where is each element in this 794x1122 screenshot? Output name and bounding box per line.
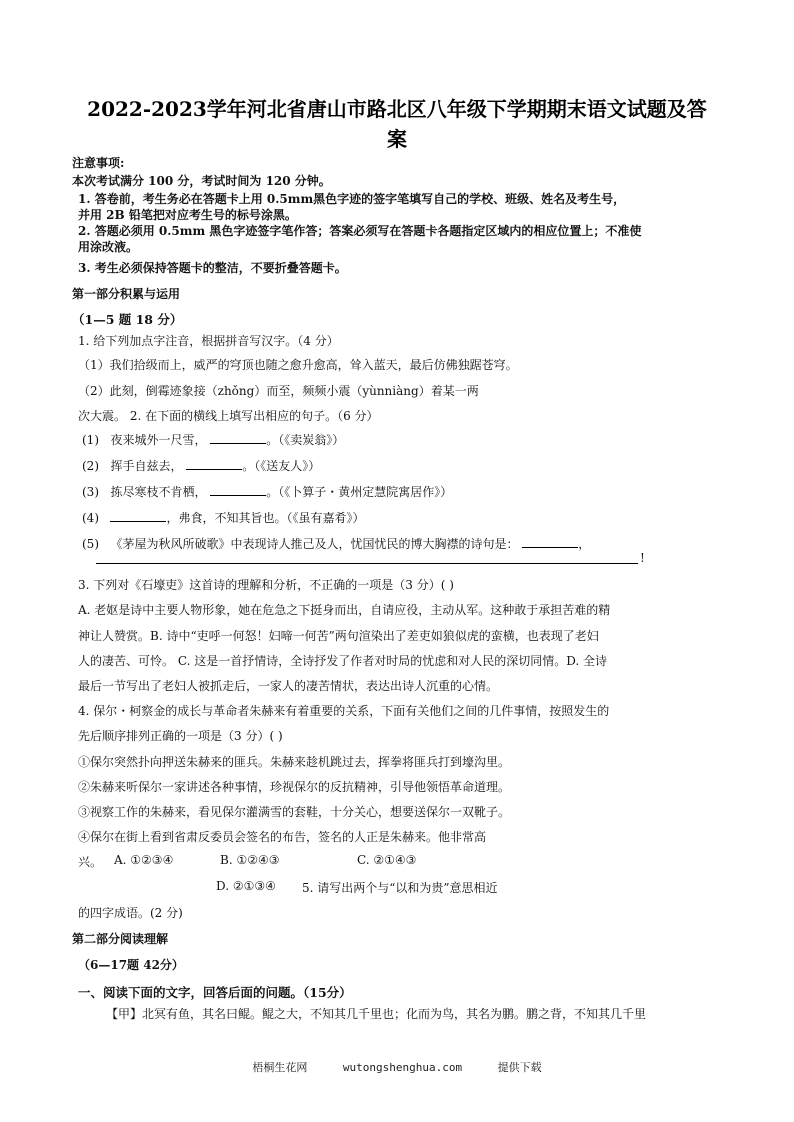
- q2-item-before: 《茅屋为秋风所破歌》中表现诗人推己及人，忧国忧民的博大胸襟的诗句是：: [110, 537, 519, 551]
- q1-sentence-1: （1）我们拾级而上，威严的穹顶也随之愈升愈高，耸入蓝天，最后仿佛独踞苍穹。: [78, 358, 518, 372]
- q4-stem-cont: 先后顺序排列正确的一项是（3 分）( ): [78, 729, 283, 743]
- fill-blank[interactable]: [210, 431, 266, 444]
- q4-event-4: ④保尔在街上看到省肃反委员会签名的布告，签名的人正是朱赫来。他非常高: [78, 830, 487, 844]
- notice-item-2: 2. 答题必须用 0.5mm 黑色字迹签字笔作答；答案必须写在答题卡各题指定区域内的相应位置上；不准使: [78, 224, 642, 238]
- q2-item-4: [82, 509, 364, 526]
- notice-item-1-cont: 并用 2B 铅笔把对应考生号的标号涂黑。: [78, 208, 297, 222]
- part2-range: （6—17题 42分）: [78, 958, 184, 972]
- q4-option-d: D. ②①③④: [216, 879, 276, 893]
- q3-stem: 3. 下列对《石壕吏》这首诗的理解和分析，不正确的一项是（3 分）( ): [78, 578, 454, 592]
- q2-item-1: [82, 431, 344, 448]
- q4-option-c: C. ②①④③: [357, 853, 417, 867]
- part2-heading: 第二部分阅读理解: [72, 932, 169, 946]
- fill-blank[interactable]: [110, 509, 166, 522]
- q2-item-2: [82, 457, 320, 474]
- notice-heading: 注意事项:: [72, 156, 125, 170]
- q2-item-after: 。（《卖炭翁》）: [266, 433, 345, 447]
- q2-item-after: ，: [578, 537, 591, 551]
- q1-sentence-2-cont-and-q2-stem: 次大震。 2. 在下面的横线上填写出相应的句子。（6 分）: [78, 409, 379, 423]
- q2-item-before: 夜来城外一尺雪，: [110, 433, 207, 447]
- fill-blank-long[interactable]: [96, 563, 638, 564]
- page-footer: [0, 1059, 794, 1075]
- q3-line-3: 人的凄苦、可怜。 C. 这是一首抒情诗，全诗抒发了作者对时局的忧虑和对人民的深切同情。D. 全诗: [78, 654, 608, 668]
- footer-url: wutongshenghua.com: [342, 1061, 463, 1074]
- notice-item-2-cont: 用涂改液。: [78, 240, 139, 254]
- document-title-line2: 案: [387, 127, 407, 151]
- q3-line-1: A. 老妪是诗中主要人物形象，她在危急之下挺身而出，自请应役，主动从军。这种敢于承担苦难的精: [78, 603, 611, 617]
- q2-item-5-end: !: [640, 551, 645, 565]
- fill-blank[interactable]: [210, 483, 266, 496]
- q4-event-4-cont: 兴。: [78, 855, 103, 869]
- q5-stem-cont: 的四字成语。(2 分): [78, 906, 183, 920]
- q1-stem: 1. 给下列加点字注音，根据拼音写汉字。（4 分）: [78, 334, 339, 348]
- q4-event-3: ③视察工作的朱赫来，看见保尔灌满雪的套鞋，十分关心，想要送保尔一双靴子。: [78, 805, 511, 819]
- q2-item-after: ，弗食，不知其旨也。（《虽有嘉肴》）: [166, 511, 365, 525]
- part1-heading: 第一部分积累与运用: [72, 287, 181, 301]
- q2-item-num: (2): [82, 459, 99, 473]
- notice-item-3: 3. 考生必须保持答题卡的整洁，不要折叠答题卡。: [78, 261, 347, 275]
- q2-item-num: (4): [82, 511, 99, 525]
- q2-item-5: [82, 535, 590, 552]
- q4-option-a: A. ①②③④: [114, 853, 174, 867]
- q4-event-1: ①保尔突然扑向押送朱赫来的匪兵。朱赫来趁机跳过去，挥拳将匪兵打到壕沟里。: [78, 755, 511, 769]
- q2-item-before: 挥手自兹去，: [110, 459, 183, 473]
- section-1-heading: 一、阅读下面的文字，回答后面的问题。（15分）: [78, 985, 352, 1000]
- q4-stem: 4. 保尔・柯察金的成长与革命者朱赫来有着重要的关系，下面有关他们之间的几件事情，按照发生的: [78, 704, 610, 718]
- q2-item-after: 。（《卜算子・黄州定慧院寓居作》）: [266, 485, 453, 499]
- fill-blank[interactable]: [186, 457, 242, 470]
- notice-intro: 本次考试满分 100 分，考试时间为 120 分钟。: [72, 174, 331, 188]
- q2-item-num: (3): [82, 485, 99, 499]
- notice-item-1: 1. 答卷前，考生务必在答题卡上用 0.5mm黑色字迹的签字笔填写自己的学校、班级、姓名及考生号，: [78, 192, 626, 206]
- q2-item-num: (5): [82, 537, 99, 551]
- fill-blank[interactable]: [522, 535, 578, 548]
- footer-site-name: 梧桐生花网: [252, 1061, 308, 1074]
- q2-item-before: 拣尽寒枝不肯栖，: [110, 485, 207, 499]
- q2-item-after: 。（《送友人》）: [242, 459, 321, 473]
- q1-sentence-2: （2）此刻，倒霉迹象接（zhǒng）而至，频频小震（yùnniàng）着某一两: [78, 384, 479, 398]
- q3-line-2: 神让人赞赏。B. 诗中“吏呼一何怒！妇啼一何苦”两句渲染出了差吏如狼似虎的蛮横，也表现了老妇: [78, 629, 599, 643]
- passage-jia: 【甲】北冥有鱼，其名曰鲲。鲲之大，不知其几千里也；化而为鸟，其名为鹏。鹏之背，不知其几千里: [106, 1007, 647, 1021]
- q5-stem: 5. 请写出两个与“以和为贵”意思相近: [302, 881, 498, 895]
- q3-line-4: 最后一节写出了老妇人被抓走后，一家人的凄苦情状，表达出诗人沉重的心情。: [78, 679, 499, 693]
- q4-option-b: B. ①②④③: [220, 853, 280, 867]
- document-title-line1: 2022-2023学年河北省唐山市路北区八年级下学期期末语文试题及答: [87, 97, 707, 121]
- footer-suffix: 提供下载: [497, 1061, 542, 1074]
- q2-item-3: [82, 483, 452, 500]
- q4-event-2: ②朱赫来听保尔一家讲述各种事情，珍视保尔的反抗精神，引导他领悟革命道理。: [78, 780, 511, 794]
- part1-range: （1—5 题 18 分）: [72, 312, 183, 327]
- q2-item-num: (1): [82, 433, 99, 447]
